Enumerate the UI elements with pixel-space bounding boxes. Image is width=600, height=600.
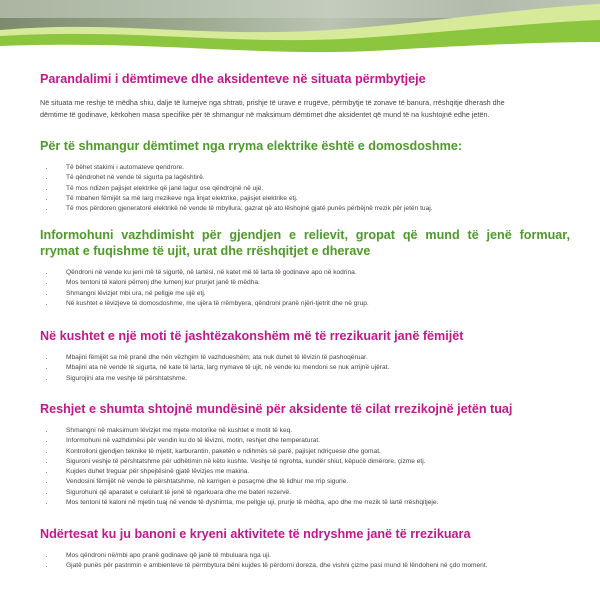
- section-heading: Reshjet e shumta shtojnë mundësinë për aksidente të cilat rrezikojnë jetën tuaj: [40, 402, 513, 416]
- bullet-list: [40, 426, 570, 508]
- list-item: · Siguroni veshje të përshtatshme për udhëtimin në këto kushte. Veshje të ngrohta, kundër shiut, këpucë dimërore, çizme etj.: [40, 457, 570, 467]
- bullet-list: [40, 353, 570, 384]
- list-item: · Qëndroni në vende ku jeni më të sigurtë, në lartësi, në katet më të larta të godinave apo në kodrina.: [40, 268, 570, 278]
- bullet-list: [40, 551, 570, 572]
- list-item: · Kontrolloni gjendjen teknike të mjetit, karburantin, paketën e ndihmës së parë, pajisjet ndriçuese dhe gomat.: [40, 447, 570, 457]
- list-item: · Shmangni lëvizjet mbi ura, në pellgje me ujë etj.: [40, 289, 570, 299]
- bullet-list: [40, 163, 570, 214]
- section-children: [40, 328, 570, 384]
- list-item: · Të mbahen fëmijët sa më larg rrezikeve nga linjat elektrike, pajisjet elektrike etj.: [40, 194, 570, 204]
- document-body: [0, 62, 600, 600]
- list-item: · Mbajini ata në vende të sigurta, në kate të larta, larg rrymave të ujit, në vende ku mendoni se nuk arrijnë ujërat.: [40, 363, 570, 373]
- section-electric: [40, 138, 570, 214]
- list-item: · Të mos ndizen pajisjet elektrike që janë lagur ose qëndrojnë në ujë.: [40, 184, 570, 194]
- bullet-list: [40, 268, 570, 309]
- section-heading: Parandalimi i dëmtimeve dhe aksidenteve në situata përmbytjeje: [40, 72, 426, 86]
- intro-line: Në situata me reshje të mëdha shiu, dalje të lumejve nga shtrati, prishje të urave e rrugëve, përmbytje të zonave të banura, rrëshqitje dherash dhe: [40, 98, 505, 107]
- section-accidents: [40, 401, 570, 508]
- section-terrain: [40, 227, 570, 309]
- list-item: · Vendosini fëmijët në vende të përshtatshme, në karrigen e posaçme dhe të lidhur me rrip sigurie.: [40, 477, 570, 487]
- list-item: · Mbajini fëmijët sa më pranë dhe nën vëzhgim të vazhdueshëm; ata nuk duhet të lëvizin të pashoqëruar.: [40, 353, 570, 363]
- list-item: · Në kushtet e lëvizjeve të domosdoshme, me ujëra të rrëmbyera, qëndroni pranë njëri-tjetrit dhe në grup.: [40, 299, 570, 309]
- list-item: · Shmangni në maksimum lëvizjet me mjete motorike në kushtet e motit të keq.: [40, 426, 570, 436]
- list-item: · Gjatë punës për pastrimin e ambienteve të përmbytura bëni kujdes të përdorni doreza, dhe vishni çizme pasi mund të lëndoheni në çdo moment.: [40, 561, 570, 571]
- list-item: · Kujdes duhet treguar për shpejtësinë gjatë lëvizjes me makina.: [40, 467, 570, 477]
- list-item: · Të qëndrohet në vende të sigurta pa lagështirë.: [40, 173, 570, 183]
- section-heading-line: Informohuni vazhdimisht për gjendjen e relievit, gropat që mund të jenë formuar,: [40, 228, 570, 242]
- intro-line: dëmtime të godinave, kërkohen masa specifike për të shmangur në maksimum dëmtimet dhe aksidentet që mund të na kushtojnë edhe jetën.: [40, 110, 490, 119]
- list-item: · Sigurojini ata me veshje të përshtatshme.: [40, 374, 570, 384]
- section-heading: Në kushtet e një moti të jashtëzakonshëm më të rrezikuarit janë fëmijët: [40, 329, 464, 343]
- list-item: · Sigurohuni që aparatet e celularit të jenë të ngarkuara dhe me bateri rezervë.: [40, 488, 570, 498]
- section-buildings: [40, 526, 570, 572]
- header-banner: [0, 0, 600, 62]
- list-item: · Të bëhet stakimi i automateve qendrore.: [40, 163, 570, 173]
- list-item: · Të mos përdoren gjeneratorë elektrikë në vende të mbyllura; gazrat që ato lëshojnë gjatë punës përbëjnë rrezik për jetën tuaj.: [40, 204, 570, 214]
- section-heading: Për të shmangur dëmtimet nga rryma elektrike është e domosdoshme:: [40, 139, 463, 153]
- section-heading-line: rrymat e fuqishme të ujit, urat dhe rrëshqitjet e dherave: [40, 244, 371, 258]
- intro-paragraph: [40, 97, 570, 121]
- list-item: · Mos tentoni të kaloni në mjetin tuaj në vende të dyshimta, me pellgje uji, prurje të mëdha, apo dhe me rrezik të lartë rrëshqitjeje.: [40, 498, 570, 508]
- list-item: · Mos qëndroni në/mbi apo pranë godinave që janë të mbuluara nga uji.: [40, 551, 570, 561]
- banner-graphic: [0, 0, 600, 62]
- section-intro: [40, 71, 570, 121]
- list-item: · Mos tentoni të kaloni përrenj dhe lumenj kur prurjet janë të mëdha.: [40, 278, 570, 288]
- section-heading: Ndërtesat ku ju banoni e kryeni aktivitete të ndryshme janë të rrezikuara: [40, 527, 471, 541]
- list-item: · Informohuni në vazhdimësi për vendin ku do të lëvizni, motin, reshjet dhe temperaturat.: [40, 436, 570, 446]
